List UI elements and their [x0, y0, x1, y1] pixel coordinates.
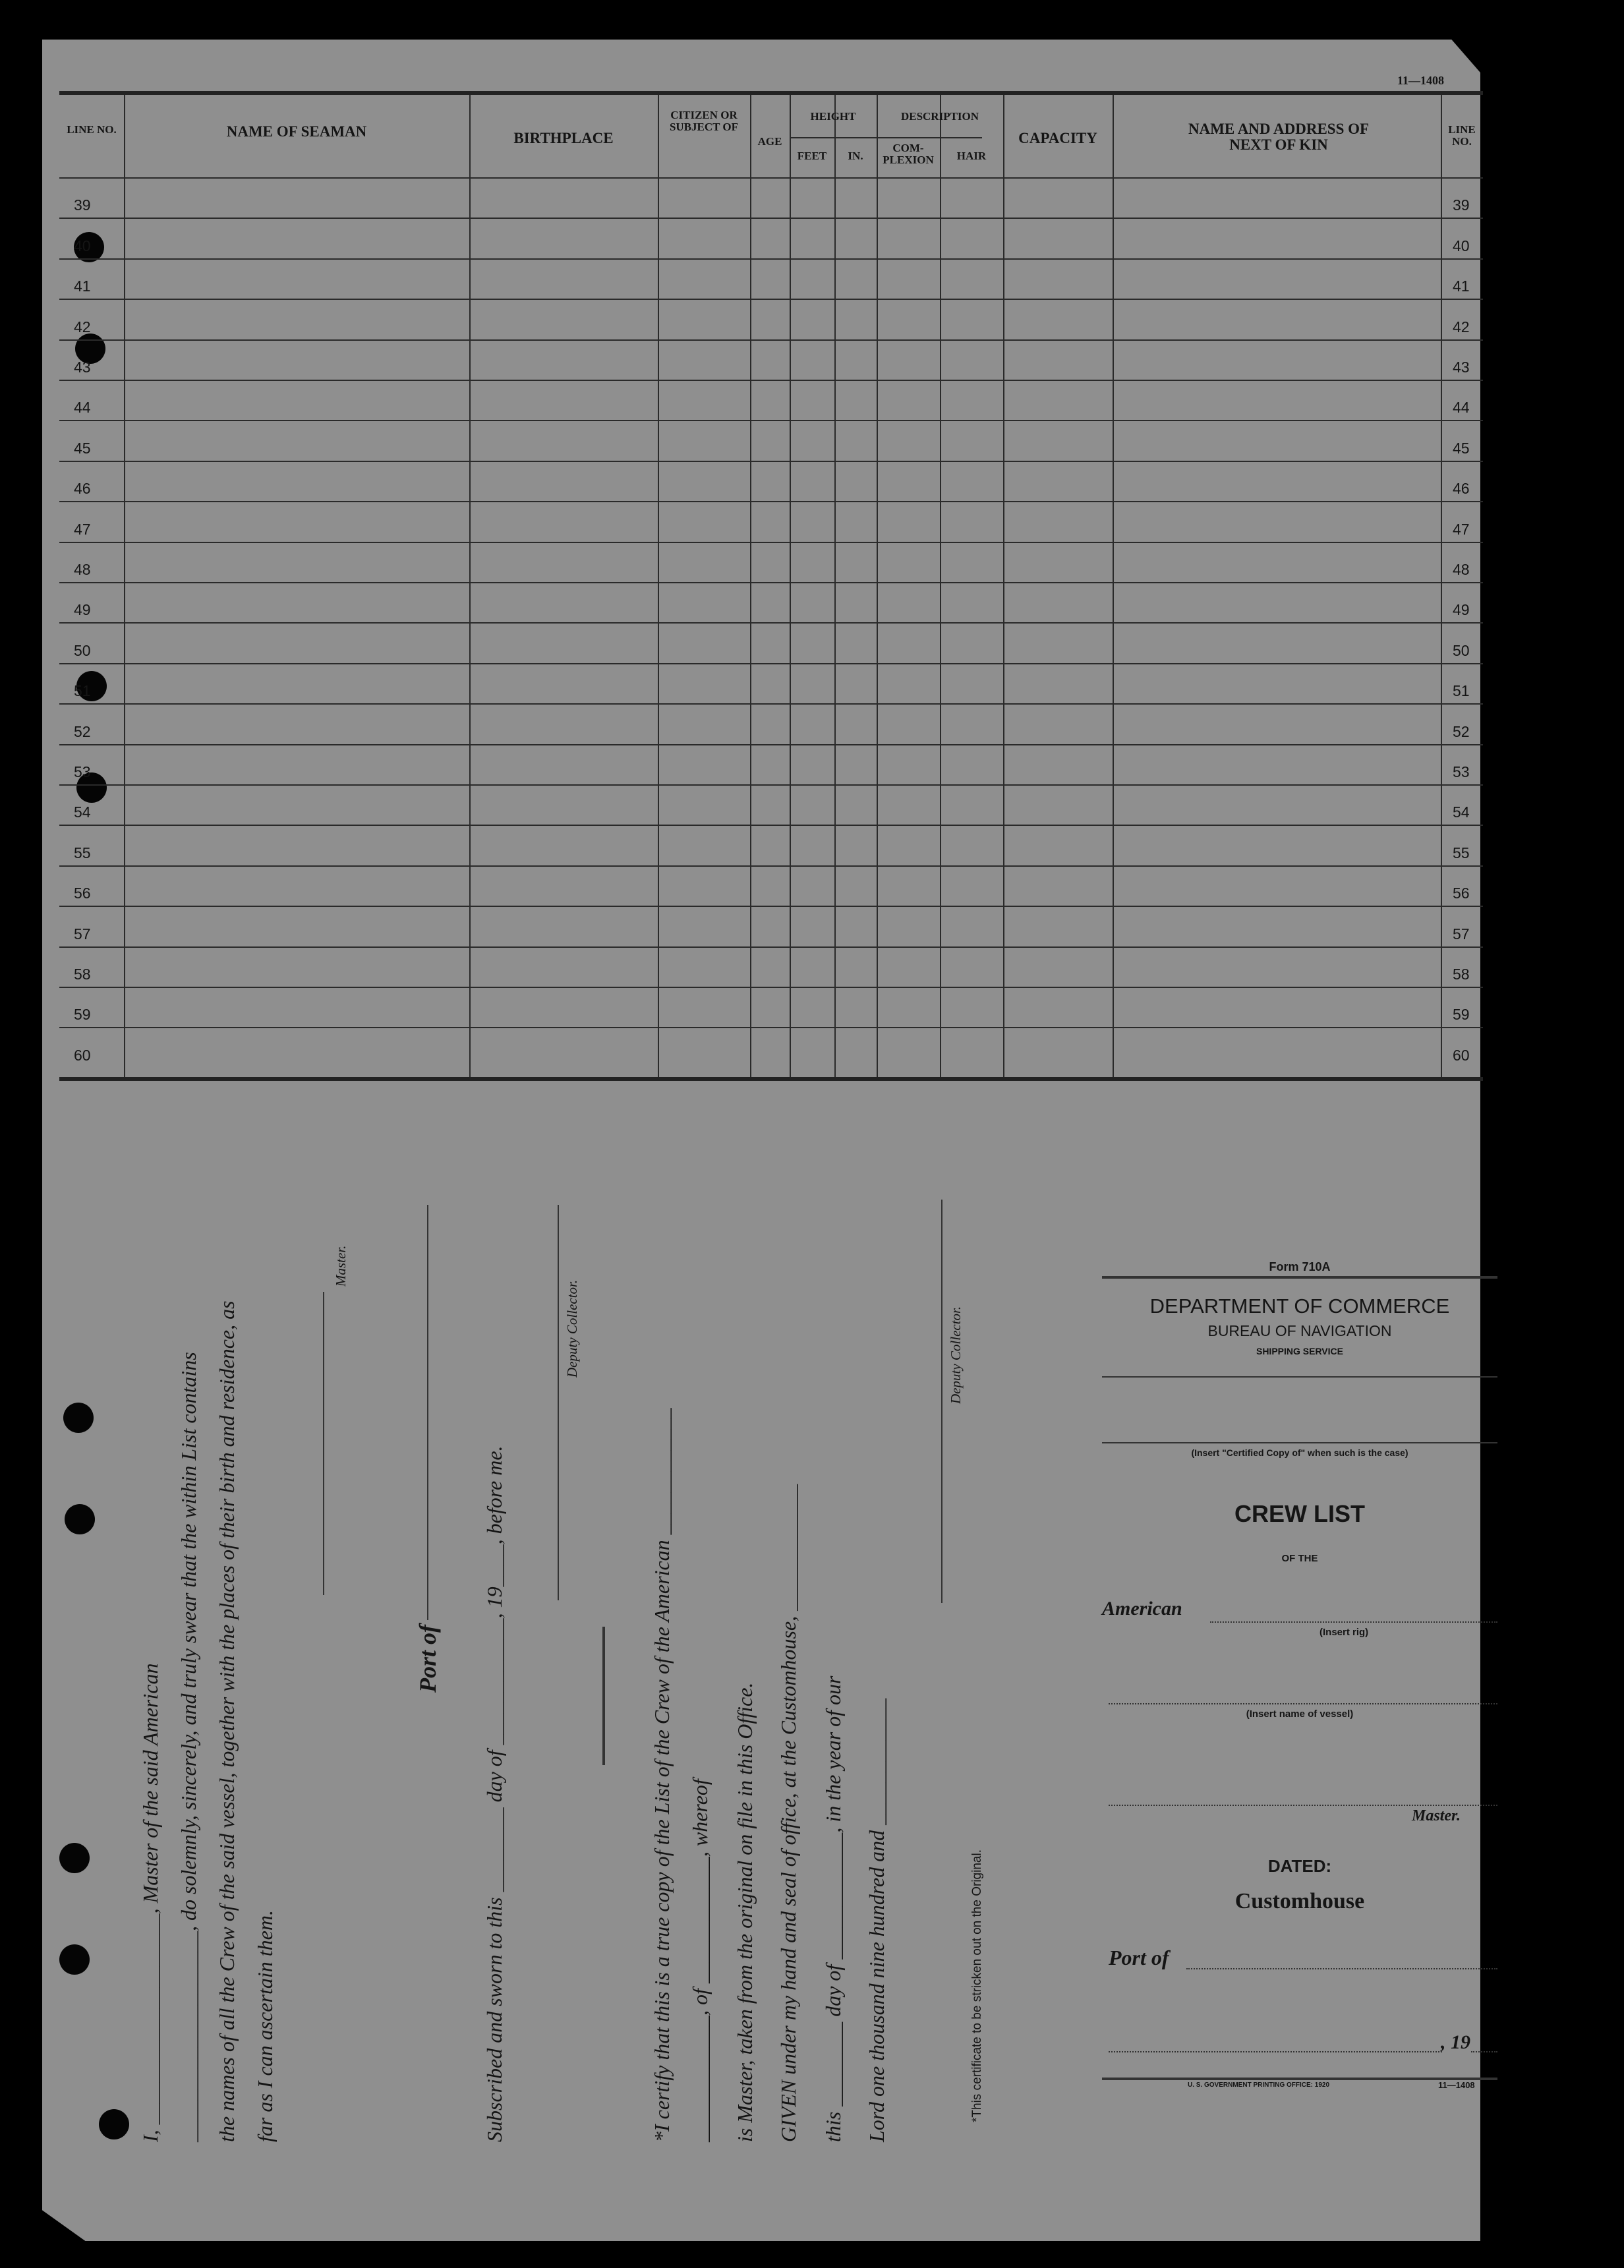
table-row-divider: [59, 622, 1483, 624]
table-row-divider: [59, 703, 1483, 705]
line-number-left: 39: [74, 196, 91, 214]
line-number-left: 55: [74, 844, 91, 861]
header-name-of-seaman: NAME OF SEAMAN: [226, 123, 367, 140]
insert-name-note: (Insert name of vessel): [1246, 1708, 1354, 1720]
line-number-left: 57: [74, 925, 91, 943]
table-row-divider: [59, 380, 1483, 381]
header-height: HEIGHT: [810, 110, 856, 123]
punch-hole: [99, 2109, 129, 2139]
punch-hole: [65, 1504, 95, 1534]
table-row-divider: [59, 299, 1483, 300]
line-number-right: 50: [1453, 641, 1470, 659]
year-label: , 19: [1441, 2031, 1470, 2053]
table-row-divider: [59, 1027, 1483, 1028]
line-number-right: 57: [1453, 925, 1470, 943]
line-number-left: 49: [74, 601, 91, 619]
port-of-label: Port of: [415, 1625, 441, 1693]
table-row-divider: [59, 744, 1483, 745]
certificate-line-2: ____________, of ____________, whereof: [688, 1779, 712, 2142]
line-number-right: 46: [1453, 480, 1470, 498]
header-inches: IN.: [848, 150, 863, 162]
line-number-right: 45: [1453, 439, 1470, 457]
master-signature-label: Master.: [333, 1245, 349, 1287]
table-row-divider: [59, 339, 1483, 341]
header-age: AGE: [757, 135, 782, 148]
dated-label: DATED:: [1267, 1856, 1332, 1876]
line-number-left: 43: [74, 359, 91, 376]
table-row-divider: [59, 258, 1483, 260]
table-row-divider: [59, 663, 1483, 664]
insert-rig-note: (Insert rig): [1320, 1627, 1369, 1638]
cover-form-number: 11—1408: [1438, 2080, 1475, 2090]
table-row-divider: [59, 784, 1483, 786]
printing-office-note: U. S. GOVERNMENT PRINTING OFFICE: 1920: [1188, 2081, 1330, 2089]
line-number-right: 55: [1453, 844, 1470, 861]
header-line-no-right: LINE NO.: [1448, 123, 1476, 148]
line-number-left: 50: [74, 641, 91, 659]
service-title: SHIPPING SERVICE: [1256, 1346, 1343, 1356]
line-number-left: 45: [74, 439, 91, 457]
line-number-left: 48: [74, 561, 91, 578]
table-row-divider: [59, 987, 1483, 988]
oath-line-1: I, ____________________, Master of the said American: [138, 1663, 162, 2142]
line-number-right: 48: [1453, 561, 1470, 578]
oath-line-2: ____________________, do solemnly, sincerely, and truly swear that the within List contains: [177, 1352, 200, 2142]
of-the-label: OF THE: [1281, 1553, 1318, 1564]
table-row-divider: [59, 946, 1483, 948]
line-number-left: 52: [74, 722, 91, 740]
oath-line-3: the names of all the Crew of the said vessel, together with the places of their birth and residence, as: [215, 1300, 239, 2142]
certificate-line-3: is Master, taken from the original on file in this Office.: [733, 1682, 757, 2142]
certificate-footnote: *This certificate to be stricken out on the Original.: [970, 1849, 984, 2122]
american-label: American: [1102, 1598, 1182, 1619]
table-row-divider: [59, 542, 1483, 543]
bureau-title: BUREAU OF NAVIGATION: [1207, 1322, 1392, 1339]
punch-hole: [63, 1403, 94, 1433]
line-number-left: 56: [74, 885, 91, 902]
crew-table: [59, 91, 1483, 1081]
subscribed-line: Subscribed and sworn to this ________ day of ____________, 19____, before me.: [482, 1445, 506, 2142]
line-number-right: 43: [1453, 359, 1470, 376]
line-number-left: 47: [74, 520, 91, 538]
header-line-no: LINE NO.: [67, 123, 117, 136]
form-710a-label: Form 710A: [1269, 1260, 1331, 1273]
line-number-right: 39: [1453, 196, 1470, 214]
line-number-right: 44: [1453, 399, 1470, 417]
header-feet: FEET: [797, 150, 827, 162]
line-number-right: 54: [1453, 803, 1470, 821]
line-number-left: 53: [74, 763, 91, 780]
line-number-right: 58: [1453, 966, 1470, 983]
header-next-of-kin: NAME AND ADDRESS OF NEXT OF KIN: [1188, 121, 1370, 154]
line-number-right: 49: [1453, 601, 1470, 619]
header-citizen: CITIZEN OR SUBJECT OF: [669, 109, 739, 133]
form-number: 11—1408: [1397, 74, 1445, 87]
deputy-collector-label-1: Deputy Collector.: [564, 1279, 580, 1378]
line-number-left: 60: [74, 1046, 91, 1064]
customhouse-label: Customhouse: [1234, 1889, 1365, 1913]
table-row-divider: [59, 825, 1483, 826]
table-row-divider: [59, 865, 1483, 867]
table-row-divider: [59, 461, 1483, 462]
certificate-line-1: *I certify that this is a true copy of the List of the Crew of the American ____________: [650, 1408, 674, 2142]
crew-list-title: CREW LIST: [1234, 1500, 1365, 1527]
line-number-right: 53: [1453, 763, 1470, 780]
line-number-right: 42: [1453, 318, 1470, 335]
line-number-left: 41: [74, 277, 91, 295]
table-row-divider: [59, 582, 1483, 583]
line-number-left: 46: [74, 480, 91, 498]
table-row-divider: [59, 218, 1483, 219]
line-number-left: 42: [74, 318, 91, 335]
line-number-left: 40: [74, 237, 91, 254]
line-number-right: 52: [1453, 722, 1470, 740]
header-hair: HAIR: [956, 150, 987, 162]
line-number-right: 59: [1453, 1006, 1470, 1024]
line-number-left: 51: [74, 682, 91, 700]
line-number-right: 60: [1453, 1046, 1470, 1064]
department-title: DEPARTMENT OF COMMERCE: [1149, 1294, 1450, 1318]
line-number-left: 44: [74, 399, 91, 417]
cover-panel: [1102, 1244, 1497, 2101]
line-number-left: 54: [74, 803, 91, 821]
punch-hole: [59, 1843, 90, 1873]
certificate-line-4: GIVEN under my hand and seal of office, at the Customhouse, ____________: [776, 1484, 800, 2142]
line-number-right: 56: [1453, 885, 1470, 902]
line-number-right: 51: [1453, 682, 1470, 700]
header-capacity: CAPACITY: [1018, 130, 1097, 146]
certificate-line-5: this ________ day of ____________, in the year of our: [821, 1675, 845, 2142]
line-number-left: 58: [74, 966, 91, 983]
table-row-divider: [59, 501, 1483, 502]
cover-port-of-label: Port of: [1109, 1946, 1169, 1969]
punch-hole: [59, 1944, 90, 1975]
table-row-divider: [59, 906, 1483, 907]
oath-line-4: far as I can ascertain them.: [253, 1910, 277, 2142]
line-number-right: 41: [1453, 277, 1470, 295]
deputy-collector-label-2: Deputy Collector.: [948, 1306, 964, 1404]
line-number-right: 40: [1453, 237, 1470, 254]
cover-master-label: Master.: [1412, 1807, 1461, 1824]
certificate-line-6: Lord one thousand nine hundred and ____________: [865, 1698, 888, 2142]
header-birthplace: BIRTHPLACE: [513, 130, 614, 146]
line-number-left: 59: [74, 1006, 91, 1024]
line-number-right: 47: [1453, 520, 1470, 538]
table-row-divider: [59, 420, 1483, 421]
header-description: DESCRIPTION: [900, 110, 979, 123]
certified-copy-note: (Insert "Certified Copy of" when such is the case): [1191, 1447, 1408, 1458]
header-complexion: COM-PLEXION: [883, 142, 934, 166]
